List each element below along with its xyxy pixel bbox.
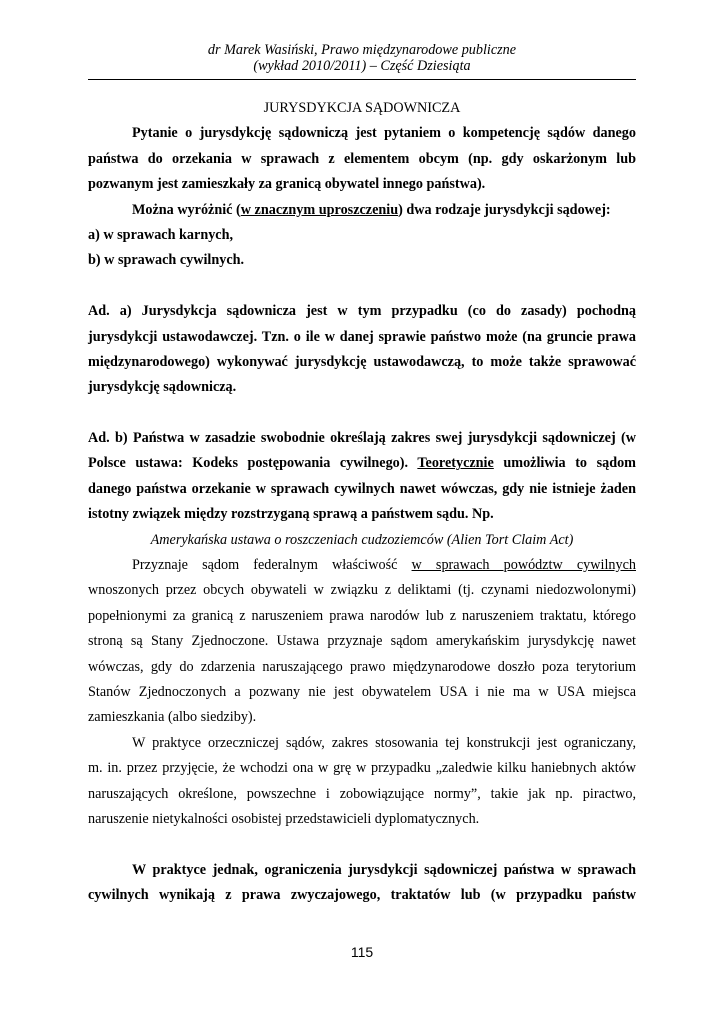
text-line: popełnionymi za granicą z naruszeniem prawa narodów lub z naruszeniem traktatu, którego <box>88 607 636 624</box>
text-line: naruszających określone, powszechne i zobowiązujące normy”, takie jak np. piractwo, <box>88 785 636 802</box>
text-span: Przyznaje sądom federalnym właściwość <box>132 557 412 574</box>
text-line: stroną są Stany Zjednoczone. Ustawa przyznaje sądom amerykańskim jurysdykcję nawet <box>88 633 636 650</box>
paragraph-intro <box>88 121 636 197</box>
paragraph-limits <box>88 858 636 909</box>
text-line: Stanów Zjednoczonych a pozwany nie jest obywatelem USA i nie ma w USA miejsca <box>88 683 636 700</box>
spacer <box>88 274 636 299</box>
types-list <box>88 223 636 274</box>
text-line: W praktyce jednak, ograniczenia jurysdykcji sądowniczej państwa w sprawach <box>132 861 636 878</box>
subsection-title: Amerykańska ustawa o roszczeniach cudzoziemców (Alien Tort Claim Act) <box>150 531 574 548</box>
text-line: cywilnych wynikają z prawa zwyczajowego, traktatów lub (w przypadku państw <box>88 887 636 904</box>
section-title: JURYSDYKCJA SĄDOWNICZA <box>263 100 461 116</box>
paragraph-practice <box>88 731 636 833</box>
text-line <box>88 553 636 578</box>
underlined-text: w znacznym uproszczeniu <box>240 201 399 218</box>
text-span: umożliwia to sądom <box>493 455 636 472</box>
paragraph-ad-a <box>88 299 636 401</box>
text-line: zamieszkania (albo siedziby). <box>88 709 257 726</box>
text-span: ) dwa rodzaje jurysdykcji sądowej: <box>398 201 611 218</box>
text-line: międzynarodowego) wykonywać jurysdykcję ustawodawczą, to może także sprawować <box>88 353 636 370</box>
running-header <box>88 42 636 74</box>
underlined-text: w sprawach powództw cywilnych <box>411 557 636 574</box>
text-line: Ad. a) Jurysdykcja sądownicza jest w tym przypadku (co do zasady) pochodną <box>88 303 636 320</box>
text-line: jurysdykcji ustawodawczej. Tzn. o ile w danej sprawie państwo może (na gruncie prawa <box>88 328 636 345</box>
list-item: b) w sprawach cywilnych. <box>88 252 245 269</box>
paragraph-atca <box>88 553 636 731</box>
text-line: wnoszonych przez obcych obywateli w związku z deliktami (tj. czynami niedozwolonymi) <box>88 582 636 599</box>
page-body <box>88 96 636 909</box>
header-line-1: dr Marek Wasiński, Prawo międzynarodowe publiczne <box>207 42 517 58</box>
paragraph-types <box>88 198 636 223</box>
text-line: państwa do orzekania w sprawach z elementem obcym (np. gdy oskarżonym lub <box>88 150 636 167</box>
text-line: Pytanie o jurysdykcję sądowniczą jest pytaniem o kompetencję sądów danego <box>132 125 636 142</box>
spacer <box>88 832 636 857</box>
text-line: m. in. przez przyjęcie, że wchodzi ona w grę w przypadku „zaledwie kilku haniebnych aktów <box>88 760 636 777</box>
text-span: Można wyróżnić ( <box>132 201 241 218</box>
text-line: pozwanym jest zamieszkały za granicą obywatel innego państwa). <box>88 176 486 193</box>
text-line: naruszenie nietykalności osobistej przedstawicieli dyplomatycznych. <box>88 810 480 827</box>
header-divider <box>88 79 636 80</box>
header-line-2: (wykład 2010/2011) – Część Dziesiąta <box>253 58 471 74</box>
list-item: a) w sprawach karnych, <box>88 226 234 243</box>
text-line: istotny związek między rozstrzyganą sprawą a państwem sądu. Np. <box>88 506 494 523</box>
spacer <box>88 401 636 426</box>
text-line: W praktyce orzeczniczej sądów, zakres stosowania tej konstrukcji jest ograniczany, <box>132 734 636 751</box>
underlined-text: Teoretycznie <box>417 455 494 472</box>
text-line: danego państwa orzekanie w sprawach cywilnych nawet wówczas, gdy nie istnieje żaden <box>88 480 636 497</box>
page-number: 115 <box>350 944 374 960</box>
text-span: Polsce ustawa: Kodeks postępowania cywilnego). <box>88 455 418 472</box>
paragraph-ad-b <box>88 426 636 528</box>
text-line: wówczas, gdy do zdarzenia naruszającego prawo międzynarodowe doszło poza terytorium <box>88 658 636 675</box>
text-line <box>88 451 636 476</box>
text-line: jurysdykcję sądowniczą. <box>88 379 237 396</box>
text-line: Ad. b) Państwa w zasadzie swobodnie określają zakres swej jurysdykcji sądowniczej (w <box>88 430 636 447</box>
